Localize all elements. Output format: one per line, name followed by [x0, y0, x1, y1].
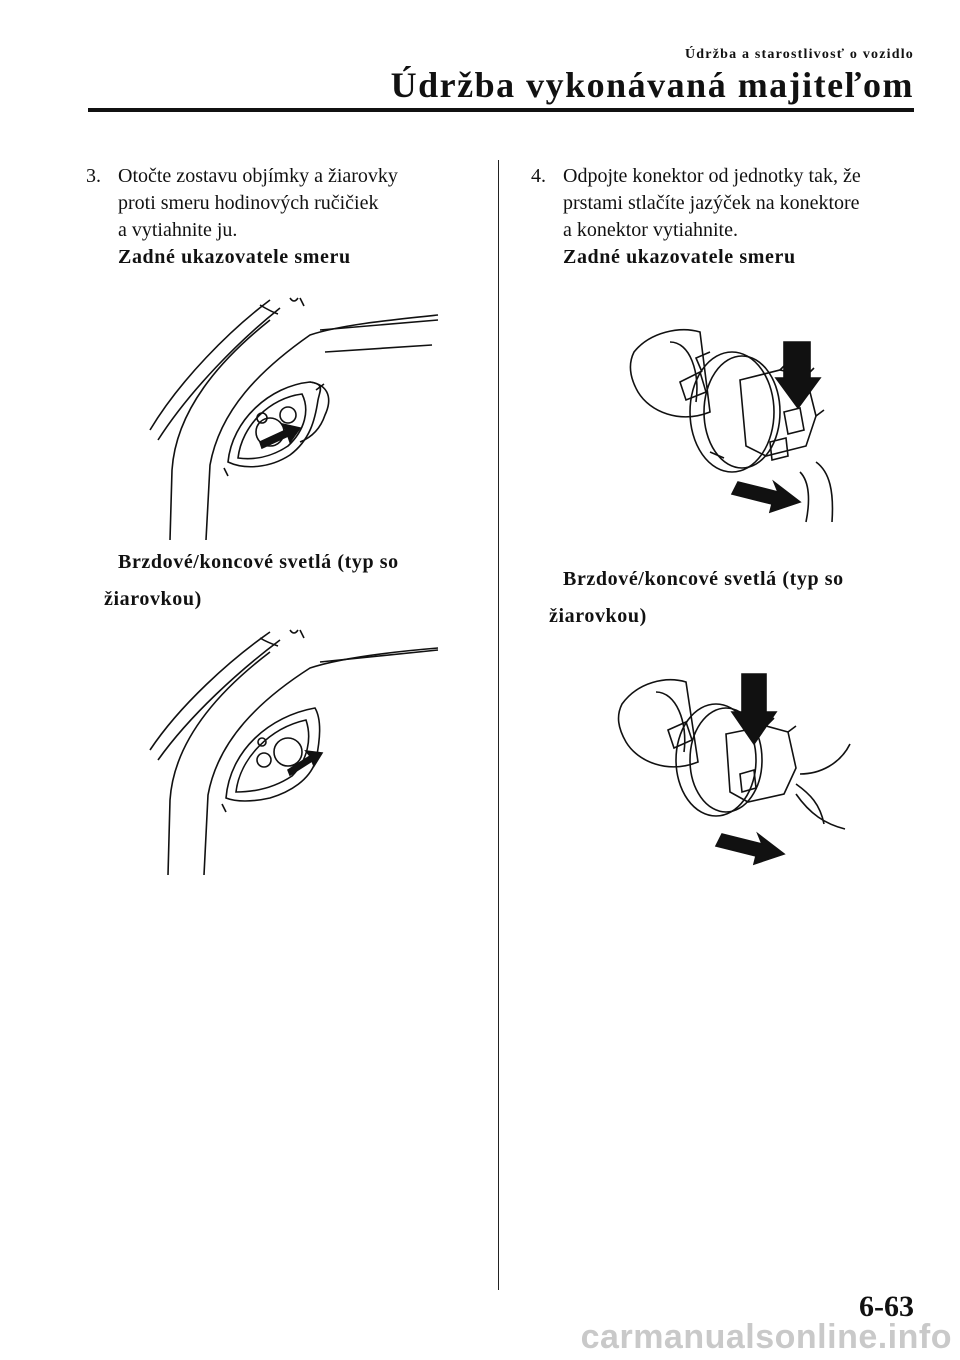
- figure-brake-connector-disconnect: [610, 664, 860, 884]
- column-divider: [498, 160, 499, 1290]
- right-label-brake: [549, 561, 844, 635]
- step-3-line-3: a vytiahnite ju.: [118, 219, 238, 241]
- figure-brake-socket-rotate: [140, 620, 450, 880]
- right-label-rear-turn: Zadné ukazovatele smeru: [563, 246, 796, 268]
- left-label-brake-line-2: žiarovkou): [104, 588, 202, 610]
- left-label-brake: [104, 544, 399, 618]
- watermark-text: carmanualsonline.info: [580, 1318, 952, 1356]
- left-label-brake-line-1: Brzdové/koncové svetlá (typ so: [118, 551, 399, 573]
- page-number: 6-63: [859, 1290, 914, 1323]
- header-divider: [88, 108, 914, 112]
- figure-rear-turn-socket-rotate: [140, 290, 450, 540]
- step-3-text: [118, 163, 478, 244]
- step-4-number: 4.: [531, 165, 546, 187]
- step-3-line-1: Otočte zostavu objímky a žiarovky: [118, 165, 398, 187]
- step-4-line-1: Odpojte konektor od jednotky tak, že: [563, 165, 861, 187]
- figure-rear-turn-connector-disconnect: [620, 312, 850, 532]
- right-label-brake-line-2: žiarovkou): [549, 605, 647, 627]
- step-4-line-2: prstami stlačíte jazýček na konektore: [563, 192, 860, 214]
- step-3-number: 3.: [86, 165, 101, 187]
- step-4-line-3: a konektor vytiahnite.: [563, 219, 738, 241]
- left-label-rear-turn: Zadné ukazovatele smeru: [118, 246, 351, 268]
- right-label-brake-line-1: Brzdové/koncové svetlá (typ so: [563, 568, 844, 590]
- step-3-line-2: proti smeru hodinových ručičiek: [118, 192, 379, 214]
- page-title: Údržba vykonávaná majiteľom: [390, 65, 914, 105]
- step-4-text: [563, 163, 923, 244]
- section-title: Údržba a starostlivosť o vozidlo: [685, 47, 914, 62]
